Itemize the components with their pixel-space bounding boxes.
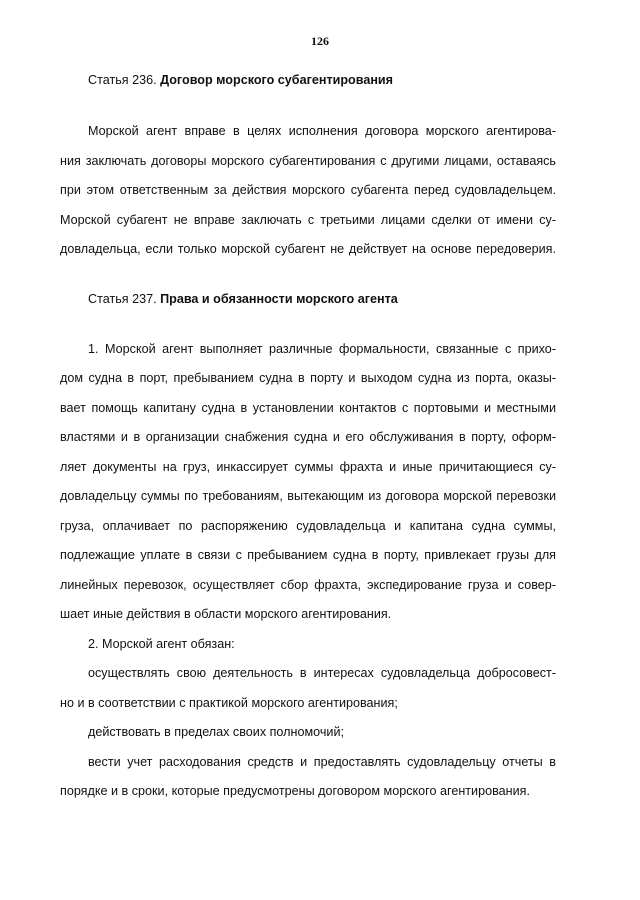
article-237-label: Статья 237. bbox=[88, 292, 157, 306]
article-237-para1-line: подлежащие уплате в связи с пребыванием судна в порту, привлекает грузы для bbox=[60, 548, 556, 562]
article-237-para1-line: линейных перевозок, осуществляет сбор фрахта, экспедирование груза и совер- bbox=[60, 578, 556, 592]
article-237-heading bbox=[88, 291, 398, 307]
article-236-line: Морской субагент не вправе заключать с третьими лицами сделки от имени су- bbox=[60, 213, 556, 227]
page-number: 126 bbox=[311, 34, 329, 48]
article-237-para1-line: ляет документы на груз, инкассирует суммы фрахта и иные причитающиеся су- bbox=[60, 460, 556, 474]
article-237-para1-line: груза, оплачивает по распоряжению судовладельца и капитана судна суммы, bbox=[60, 519, 556, 533]
article-236-line: Морской агент вправе в целях исполнения договора морского агентирова- bbox=[88, 124, 556, 138]
duty-item-line: но и в соответствии с практикой морского агентирования; bbox=[60, 696, 398, 710]
article-236-title: Договор морского субагентирования bbox=[160, 73, 394, 87]
article-237-para2-intro: 2. Морской агент обязан: bbox=[88, 637, 235, 651]
article-236-line: при этом ответственным за действия морского субагента перед судовладельцем. bbox=[60, 183, 556, 197]
article-237-para1-line: довладельцу суммы по требованиям, вытекающим из договора морской перевозки bbox=[60, 489, 556, 503]
article-237-para1-line: вает помощь капитану судна в установлении контактов с портовыми и местными bbox=[60, 401, 556, 415]
article-236-heading bbox=[88, 72, 393, 88]
article-237-para1-line: шает иные действия в области морского агентирования. bbox=[60, 607, 392, 621]
article-237-para1-line: дом судна в порт, пребыванием судна в порту и выходом судна из порта, оказы- bbox=[60, 371, 556, 385]
duty-item-line: действовать в пределах своих полномочий; bbox=[88, 725, 344, 739]
article-236-line: ния заключать договоры морского субагентирования с другими лицами, оставаясь bbox=[60, 154, 556, 168]
duty-item-line: осуществлять свою деятельность в интересах судовладельца добросовест- bbox=[88, 666, 556, 680]
article-237-title: Права и обязанности морского агента bbox=[160, 292, 398, 306]
article-236-line: довладельца, если только морской субагент не действует на основе передоверия. bbox=[60, 242, 556, 256]
article-237-para1-line: 1. Морской агент выполняет различные формальности, связанные с прихо- bbox=[88, 342, 556, 356]
article-237-para1-line: властями и в организации снабжения судна и его обслуживания в порту, оформ- bbox=[60, 430, 556, 444]
article-236-label: Статья 236. bbox=[88, 73, 157, 87]
duty-item-line: вести учет расходования средств и предоставлять судовладельцу отчеты в bbox=[88, 755, 556, 769]
duty-item-line: порядке и в сроки, которые предусмотрены договором морского агентирования. bbox=[60, 784, 530, 798]
